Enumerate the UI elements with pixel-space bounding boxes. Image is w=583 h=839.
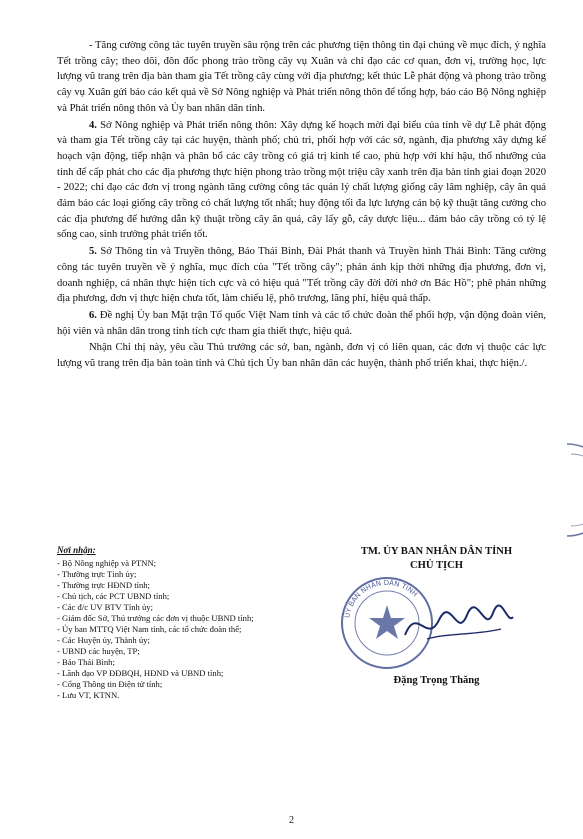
signer-organization: TM. ỦY BAN NHÂN DÂN TỈNH: [360, 546, 513, 557]
signer-name: Đặng Trọng Thăng: [393, 675, 480, 686]
paragraph-section-5: [57, 244, 546, 307]
recipients-list: [57, 545, 297, 701]
recipient-item: - Thường trực HĐND tỉnh;: [57, 580, 150, 590]
svg-text:ỦY BAN NHÂN DÂN TỈNH: ỦY BAN NHÂN DÂN TỈNH: [343, 578, 419, 619]
recipient-item: - Chủ tịch, các PCT UBND tỉnh;: [57, 591, 170, 601]
recipient-item: - Thường trực Tỉnh ủy;: [57, 569, 137, 579]
paragraph-text: Nhận Chỉ thị này, yêu cầu Thủ trưởng các sở, ban, ngành, đơn vị có liên quan, các đơn vị thuộc các lực lượng vũ trang trên địa bàn toàn tỉnh và Chủ tịch Ủy ban nhân dân các huyện, thành phố triển khai, thực hiện./.: [57, 342, 546, 370]
paragraph-text: Sở Nông nghiệp và Phát triển nông thôn: Xây dựng kế hoạch mời đại biểu của tỉnh về dự Lễ phát động và tham gia Tết trồng cây tại các huyện, thành phố; chủ trì, phối hợp với các sở, ngành, địa phương xây dựng kế hoạch vận động, tiếp nhận và phân bổ các cây trồng có giá trị kinh tế cao, phù hợp với khí hậu, thổ nhưỡng của tỉnh để cấp phát cho các địa phương thực hiện phong trào trồng một triệu cây xanh trên địa bàn tỉnh giai đoạn 2020 - 2022; chỉ đạo các đơn vị trong ngành tăng cường công tác quản lý chất lượng giống cây lâm nghiệp, cây ăn quả đảm bảo các loại giống cây trồng có chất lượng tốt nhất; huy động tối đa lực lượng cán bộ kỹ thuật tăng cường cho các địa phương để hướng dẫn kỹ thuật trồng cây ăn quả, cây lấy gỗ, cây dược liệu... đảm bảo cây trồng có tỷ lệ sống cao, sinh trưởng phát triển tốt.: [57, 119, 546, 241]
paragraph-closing: [57, 340, 546, 371]
paragraph-text: Đề nghị Ủy ban Mặt trận Tổ quốc Việt Nam tỉnh và các tổ chức đoàn thể phối hợp, vận động đoàn viên, hội viên và nhân dân trong tỉnh tích cực tham gia thiết thực, hiệu quả.: [57, 309, 546, 337]
recipients-title: Nơi nhận:: [57, 545, 96, 555]
recipient-item: - Các đ/c UV BTV Tỉnh ủy;: [57, 602, 153, 612]
recipient-item: - Lãnh đạo VP ĐĐBQH, HĐND và UBND tỉnh;: [57, 668, 224, 678]
recipient-item: - Ủy ban MTTQ Việt Nam tỉnh, các tổ chức đoàn thể;: [57, 624, 242, 634]
recipient-item: - Giám đốc Sở, Thủ trưởng các đơn vị thuộc UBND tỉnh;: [57, 613, 254, 623]
footer-section: [57, 545, 546, 735]
paragraph-media-propaganda: [57, 38, 546, 117]
document-body: [57, 38, 546, 373]
paragraph-number: 4.: [89, 119, 97, 131]
paragraph-text: Sở Thông tin và Truyền thông, Báo Thái Bình, Đài Phát thanh và Truyền hình Thái Bình: Tăng cường công tác tuyên truyền về ý nghĩa, mục đích của "Tết trồng cây"; phản ánh kịp thời những địa phương, đơn vị, doanh nghiệp, cá nhân thực hiện tích cực và có hiệu quả "Tết trồng cây đời đời nhớ ơn Bác Hồ"; phê phán những địa phương, đơn vị thực hiện chưa tốt, làm chiếu lệ, phô trương, lãng phí, hiệu quả thấp.: [57, 246, 546, 305]
handwritten-signature-icon: [397, 595, 517, 655]
recipient-item: - Báo Thái Bình;: [57, 657, 115, 667]
recipient-item: - Các Huyện ủy, Thành ủy;: [57, 635, 150, 645]
side-seal-icon: [527, 440, 583, 540]
page-number: 2: [289, 815, 294, 826]
signature-block: [327, 545, 546, 695]
recipient-item: - Bộ Nông nghiệp và PTNN;: [57, 558, 157, 568]
paragraph-section-6: [57, 308, 546, 339]
paragraph-number: 5.: [89, 246, 97, 258]
paragraph-number: 6.: [89, 309, 97, 321]
recipient-item: - UBND các huyện, TP;: [57, 646, 140, 656]
recipient-item: - Lưu VT, KTNN.: [57, 690, 120, 700]
recipient-item: - Cổng Thông tin Điện tử tỉnh;: [57, 679, 163, 689]
signer-role: CHỦ TỊCH: [409, 560, 464, 571]
paragraph-text: - Tăng cường công tác tuyên truyền sâu rộng trên các phương tiện thông tin đại chúng về mục đích, ý nghĩa Tết trồng cây; theo dõi, đôn đốc phong trào trồng cây vụ Xuân và chỉ đạo các cơ quan, đơn vị, trường học, lực lượng vũ trang trên địa bàn tham gia Tết trồng cây cùng với địa phương; kết thúc Lễ phát động và phong trào trồng cây vụ Xuân gửi báo cáo kết quả về Sở Nông nghiệp và Phát triển nông thôn để tổng hợp, báo cáo Bộ Nông nghiệp và Phát triển nông thôn và Ủy ban nhân dân tỉnh.: [57, 40, 546, 114]
paragraph-section-4: [57, 118, 546, 244]
